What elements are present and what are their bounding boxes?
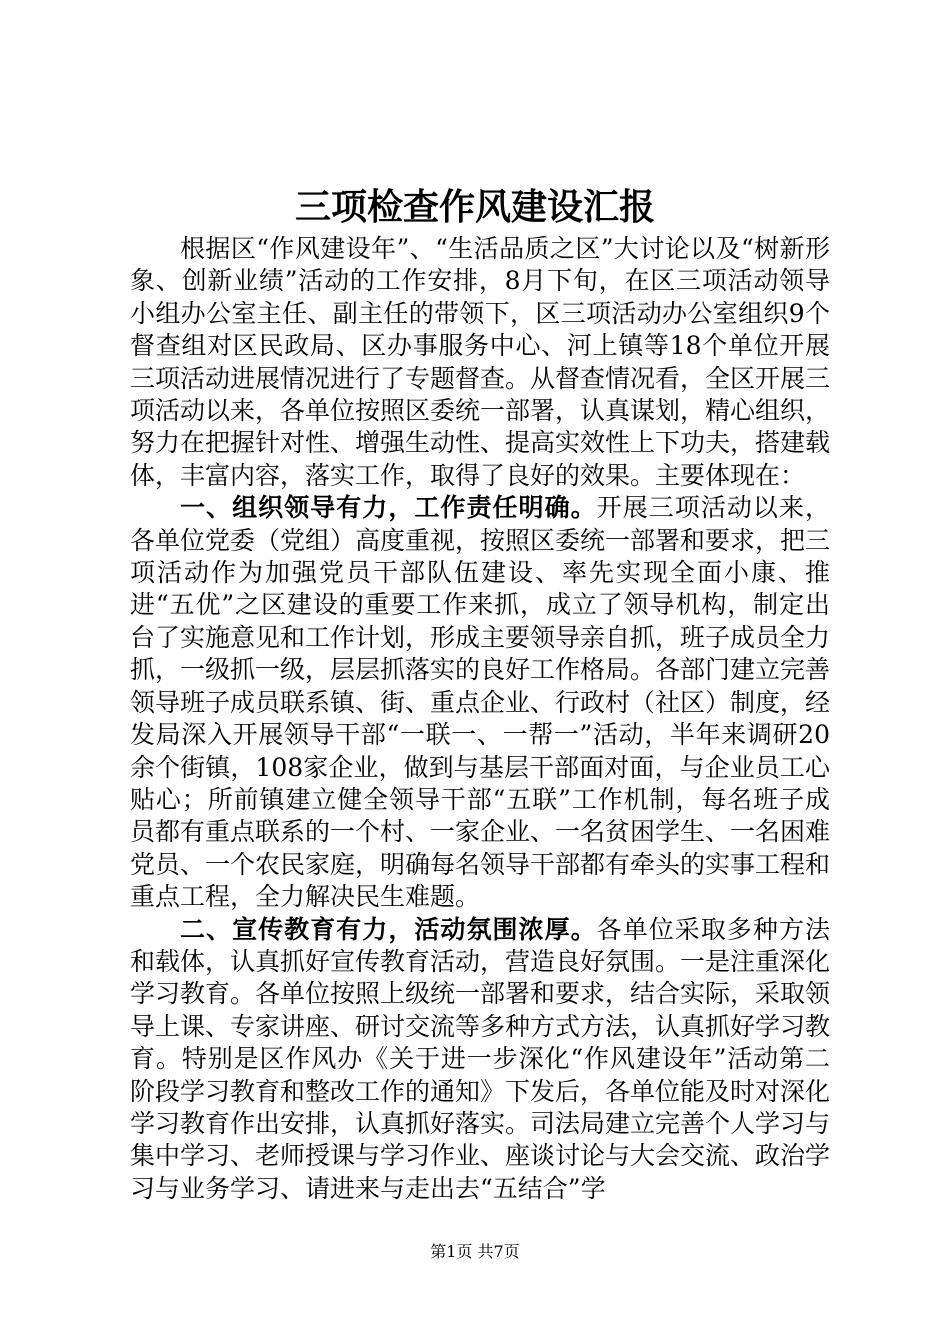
page-footer: 第1页 共7页: [430, 1242, 520, 1261]
document-body: [130, 233, 830, 1205]
section-heading: 一、组织领导有力，工作责任明确。: [180, 493, 597, 523]
paragraph-text: 根据区“作风建设年”、“生活品质之区”大讨论以及“树新形象、创新业绩”活动的工作安排，8月下旬，在区三项活动领导小组办公室主任、副主任的带领下，区三项活动办公室组织9个督查组对区民政局、区办事服务中心、河上镇等18个单位开展三项活动进展情况进行了专题督查。从督查情况看，全区开展三项活动以来，各单位按照区委统一部署，认真谋划，精心组织，努力在把握针对性、增强生动性、提高实效性上下功夫，搭建载体，丰富内容，落实工作，取得了良好的效果。主要体现在：: [130, 234, 831, 490]
paragraph-section-2: [130, 914, 830, 1206]
paragraph-intro: [130, 233, 830, 492]
document-title: 三项检查作风建设汇报: [294, 187, 655, 228]
paragraph-text: 开展三项活动以来，各单位党委（党组）高度重视，按照区委统一部署和要求，把三项活动作为加强党员干部队伍建设、率先实现全面小康、推进“五优”之区建设的重要工作来抓，成立了领导机构，制定出台了实施意见和工作计划，形成主要领导亲自抓，班子成员全力抓，一级抓一级，层层抓落实的良好工作格局。各部门建立完善领导班子成员联系镇、街、重点企业、行政村（社区）制度，经发局深入开展领导干部“一联一、一帮一”活动，半年来调研20余个街镇，108家企业，做到与基层干部面对面，与企业员工心贴心；所前镇建立健全领导干部“五联”工作机制，每名班子成员都有重点联系的一个村、一家企业、一名贫困学生、一名困难党员、一个农民家庭，明确每名领导干部都有牵头的实事工程和重点工程，全力解决民生难题。: [130, 493, 831, 912]
section-heading: 二、宣传教育有力，活动氛围浓厚。: [180, 914, 597, 944]
paragraph-text: 各单位采取多种方法和载体，认真抓好宣传教育活动，营造良好氛围。一是注重深化学习教育。各单位按照上级统一部署和要求，结合实际，采取领导上课、专家讲座、研讨交流等多种方式方法，认真抓好学习教育。特别是区作风办《关于进一步深化“作风建设年”活动第二阶段学习教育和整改工作的通知》下发后，各单位能及时对深化学习教育作出安排，认真抓好落实。司法局建立完善个人学习与集中学习、老师授课与学习作业、座谈讨论与大会交流、政治学习与业务学习、请进来与走出去“五结合”学: [130, 914, 831, 1203]
paragraph-section-1: [130, 492, 830, 913]
